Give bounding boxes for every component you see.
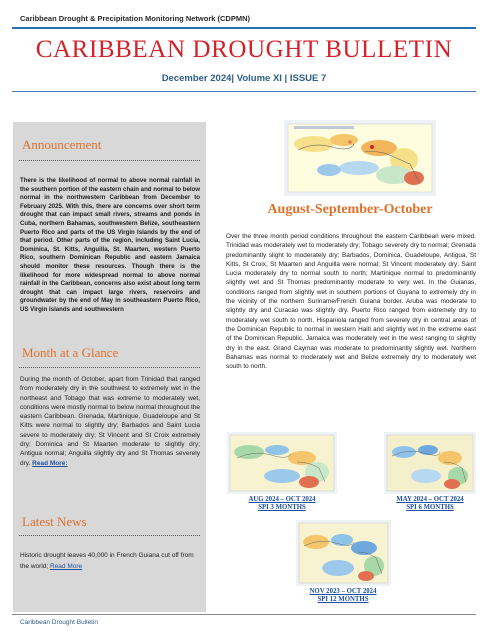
aso-heading: August-September-October (267, 202, 433, 217)
month-glance-divider (19, 367, 200, 368)
footer-text: Caribbean Drought Bulletin (20, 619, 99, 626)
announcement-text: There is the likelihood of normal to above normal rainfall in the southern portion of the eastern chain and normal to below normal in the northwestern Caribbean from December to February 2025. With this, there are concerns over short term drought that can impact small rivers, streams and ponds in Cuba, northern Bahamas, southwestern Belize, southeastern Puerto Rico and parts of the US Virgin Islands by the end of that period. Other parts of the region, including Saint Lucia, Dominica, St. Kitts, Anguilla, St. Maarten, western Puerto Rico, southern Dominican Republic and eastern Jamaica should monitor these resources. Though there is the likelihood for more widespread normal to above normal rainfall in the Caribbean, concerns also exist about long term drought that can impact large rivers, reservoirs and groundwater by the end of May in southeastern Puerto Rico, US Virgin Islands and southwestern (20, 177, 200, 313)
footer-rule (12, 614, 476, 615)
network-name: Caribbean Drought & Precipitation Monitoring Network (CDPMN) (20, 14, 250, 23)
spi-3-month-caption-dates: AUG 2024 – OCT 2024 (248, 496, 316, 503)
issue-rule (12, 91, 476, 92)
spi-12-month-map (296, 520, 391, 586)
latest-news-body: Historic drought leaves 40,000 in French Guiana cut off from the world; (20, 552, 194, 570)
spi-3-month-map (227, 432, 337, 494)
month-glance-read-more-link[interactable]: Read More: (32, 459, 68, 467)
aso-text: Over the three month period conditions throughout the eastern Caribbean were mixed. Trinidad was moderately wet to moderately dry; Tobago severely dry to normal; Grenada predominantly slight to moderately dry; Barbados, Dominica, Guadeloupe, Antigua, St Kitts, St Croix, St Maarten and Anguilla were normal; St Vincent moderately dry; Saint Lucia moderately dry to normal south to north; Martinique normal to predominantly slightly wet and St Thomas predominantly moderate to very wet. In the Guianas, conditions ranged from slightly wet in southern portions of Guyana to extremely dry in the vicinity of the northern Suriname/French Guiana border. Aruba was moderate to slightly dry and Curacao was slightly dry. Puerto Rico ranged from extremely dry to moderately wet south to north. Hispaniola ranged from severely dry in central areas of the Dominican Republic to normal in western Haiti and slightly wet in the extreme east of the Dominican Republic. Jamaica was moderately wet in the west ranging to slightly dry in the east. Grand Cayman was moderate to predominantly slightly wet. Northern Bahamas was normal to moderately wet and Belize extremely dry to moderately wet south to north. (226, 233, 476, 371)
header-rule (12, 27, 476, 29)
issue-line: December 2024| Volume XI | ISSUE 7 (161, 73, 327, 84)
latest-news-text (20, 550, 200, 572)
bulletin-title: CARIBBEAN DROUGHT BULLETIN (35, 36, 453, 63)
latest-news-divider (19, 535, 200, 536)
spi-6-month-caption[interactable] (372, 496, 488, 512)
spi-3-month-caption[interactable] (222, 496, 342, 512)
aso-drought-map (284, 120, 436, 196)
month-glance-heading: Month at a Glance (22, 345, 119, 360)
month-glance-body: During the month of October, apart from Trinidad that ranged from moderately dry in the southwest to extremely wet in the northeast and Tobago that was extreme to moderately wet, conditions were mostly normal to below normal throughout the eastern Caribbean. Grenada, Martinique, Guadeloupe and St Kitts were normal to slightly dry; Barbados and Saint Lucia severe to moderately dry; St Vincent and St Croix extremely dry; Dominica and St Maarten moderate to slightly dry; Antigua normal; Anguilla slightly dry and St Thomas severely dry. (20, 376, 200, 467)
announcement-divider (19, 160, 200, 161)
spi-12-month-caption-label: SPI 12 MONTHS (317, 596, 369, 603)
spi-6-month-caption-label: SPI 6 MONTHS (406, 504, 454, 511)
spi-6-month-caption-dates: MAY 2024 – OCT 2024 (396, 496, 464, 503)
latest-news-heading: Latest News (22, 514, 87, 529)
spi-6-month-map (384, 432, 476, 494)
month-glance-text (20, 375, 200, 468)
spi-12-month-caption-dates: NOV 2023 – OCT 2024 (309, 588, 377, 595)
spi-3-month-caption-label: SPI 3 MONTHS (258, 504, 306, 511)
spi-12-month-caption[interactable] (283, 588, 403, 604)
latest-news-read-more-link[interactable]: Read More (50, 563, 83, 570)
announcement-heading: Announcement (22, 137, 102, 152)
